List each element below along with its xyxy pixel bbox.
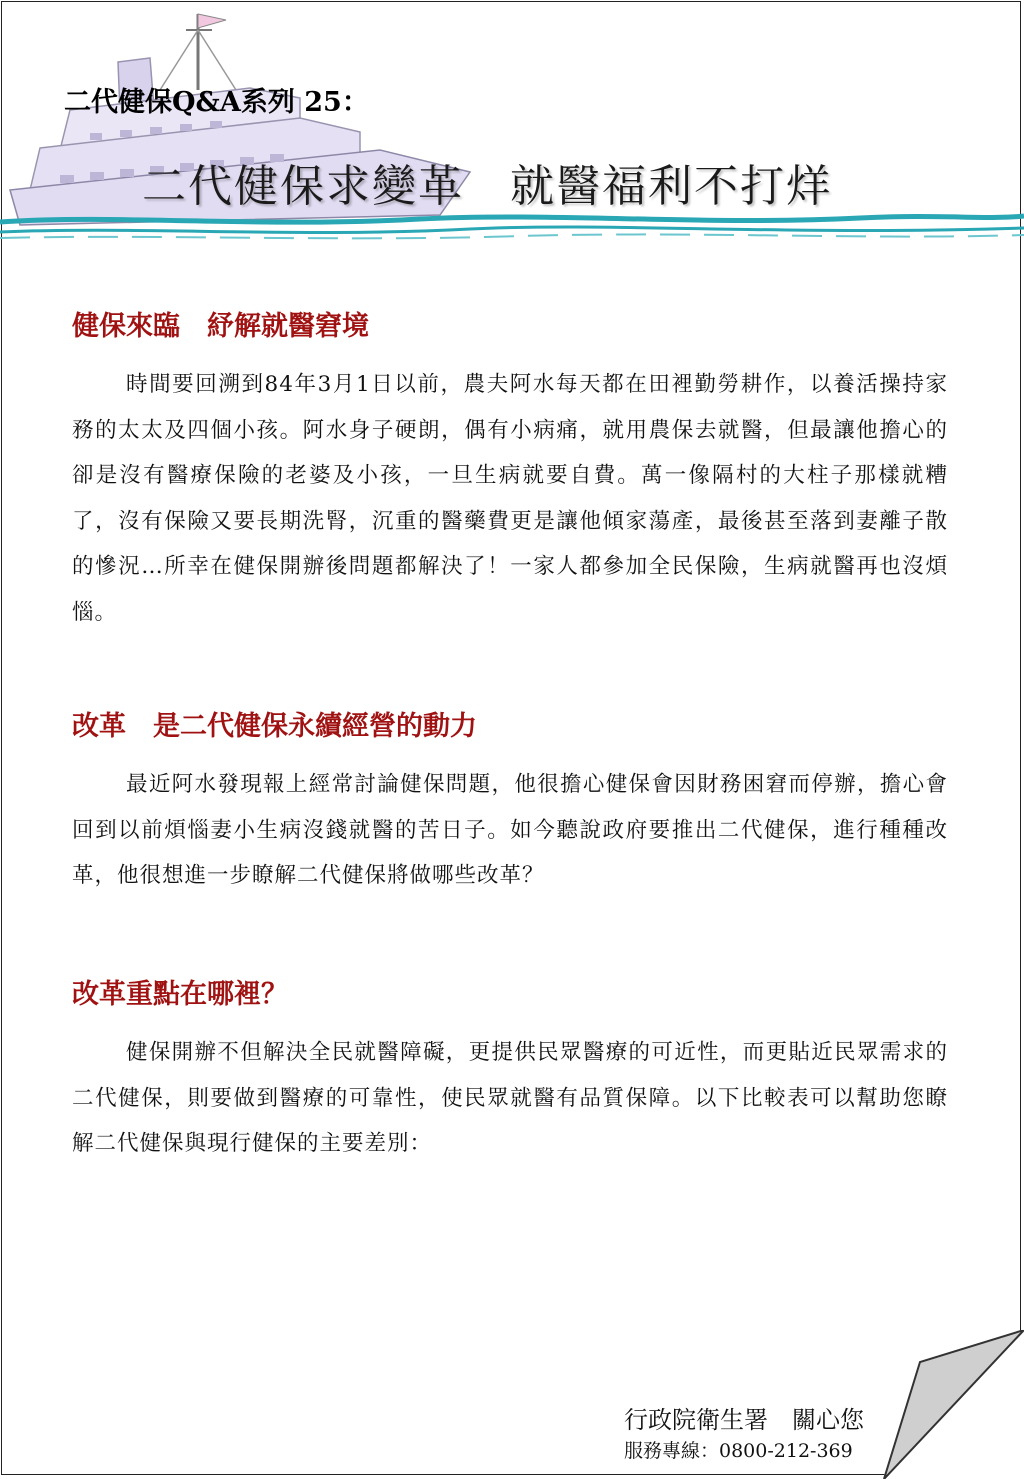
page-title: 二代健保求變革 就醫福利不打烊 xyxy=(142,161,832,212)
section-paragraph-1: 時間要回溯到84年3月1日以前，農夫阿水每天都在田裡勤勞耕作，以養活操持家務的太太及四個小孩。阿水身子硬朗，偶有小病痛，就用農保去就醫，但最讓他擔心的卻是沒有醫療保險的老婆及小孩，一旦生病就要自費。萬一像隔村的大柱子那樣就糟了，沒有保險又要長期洗腎，沉重的醫藥費更是讓他傾家蕩產，最後甚至落到妻離子散的慘況…所幸在健保開辦後問題都解決了！一家人都參加全民保險，生病就醫再也沒煩惱。 xyxy=(72,372,948,625)
page-curl-corner xyxy=(880,1330,1024,1479)
section-paragraph-3: 健保開辦不但解決全民就醫障礙，更提供民眾醫療的可近性，而更貼近民眾需求的二代健保，則要做到醫療的可靠性，使民眾就醫有品質保障。以下比較表可以幫助您瞭解二代健保與現行健保的主要差別： xyxy=(72,1040,948,1156)
series-title: 二代健保Q&A系列 25： xyxy=(64,87,369,118)
section-heading-3: 改革重點在哪裡？ xyxy=(72,979,288,1010)
section-paragraph-2: 最近阿水發現報上經常討論健保問題，他很擔心健保會因財務困窘而停辦，擔心會回到以前煩惱妻小生病沒錢就醫的苦日子。如今聽說政府要推出二代健保，進行種種改革，他很想進一步瞭解二代健保將做哪些改革？ xyxy=(72,772,948,888)
footer-department: 行政院衛生署 關心您 xyxy=(624,1406,864,1434)
section-heading-1: 健保來臨 紓解就醫窘境 xyxy=(72,311,369,342)
section-heading-2: 改革 是二代健保永續經營的動力 xyxy=(72,711,477,742)
footer-service-line: 服務專線：0800-212-369 xyxy=(624,1440,853,1462)
